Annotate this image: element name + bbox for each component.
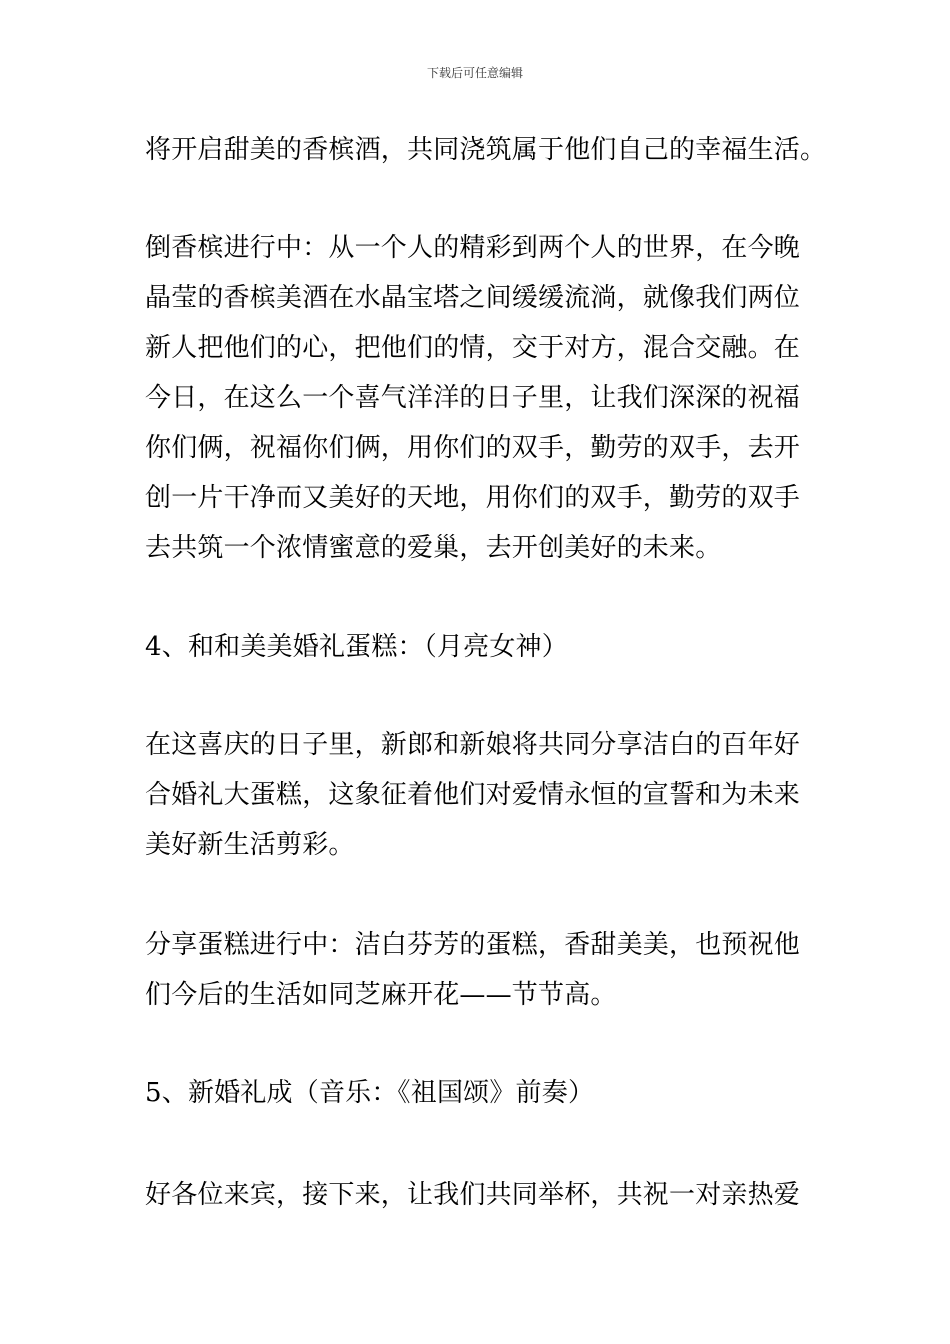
paragraph-cake-intro — [145, 720, 810, 870]
text-line: 创一片干净而又美好的天地，用你们的双手，勤劳的双手 — [145, 483, 801, 513]
text-line: 将开启甜美的香槟酒，共同浇筑属于他们自己的幸福生活。 — [145, 135, 827, 165]
text-line: 美好新生活剪彩。 — [145, 830, 355, 860]
section-heading-text: 5、新婚礼成（音乐：《祖国颂》前奏） — [145, 1078, 595, 1108]
text-line: 去共筑一个浓情蜜意的爱巢，去开创美好的未来。 — [145, 533, 722, 563]
text-line: 在这喜庆的日子里，新郎和新娘将共同分享洁白的百年好 — [145, 730, 801, 760]
paragraph-toast — [145, 1170, 810, 1220]
text-line: 们今后的生活如同芝麻开花——节节高。 — [145, 980, 617, 1010]
text-line: 好各位来宾，接下来，让我们共同举杯，共祝一对亲热爱 — [145, 1180, 801, 1210]
paragraph-champagne-intro — [145, 125, 827, 175]
text-line: 今日，在这么一个喜气洋洋的日子里，让我们深深的祝福 — [145, 383, 801, 413]
text-line: 合婚礼大蛋糕，这象征着他们对爱情永恒的宣誓和为未来 — [145, 780, 801, 810]
text-line: 晶莹的香槟美酒在水晶宝塔之间缓缓流淌，就像我们两位 — [145, 283, 801, 313]
section-heading-ceremony — [145, 1068, 810, 1118]
section-heading-cake — [145, 622, 810, 672]
page-header: 下载后可任意编辑 — [426, 66, 523, 80]
text-line: 新人把他们的心，把他们的情，交于对方，混合交融。在 — [145, 333, 801, 363]
paragraph-champagne-pouring — [145, 223, 810, 573]
paragraph-cake-sharing — [145, 920, 810, 1020]
text-line: 你们俩，祝福你们俩，用你们的双手，勤劳的双手，去开 — [145, 433, 801, 463]
section-heading-text: 4、和和美美婚礼蛋糕：（月亮女神） — [145, 632, 568, 662]
text-line: 倒香槟进行中：从一个人的精彩到两个人的世界，在今晚 — [145, 233, 801, 263]
text-line: 分享蛋糕进行中：洁白芬芳的蛋糕，香甜美美，也预祝他 — [145, 930, 801, 960]
